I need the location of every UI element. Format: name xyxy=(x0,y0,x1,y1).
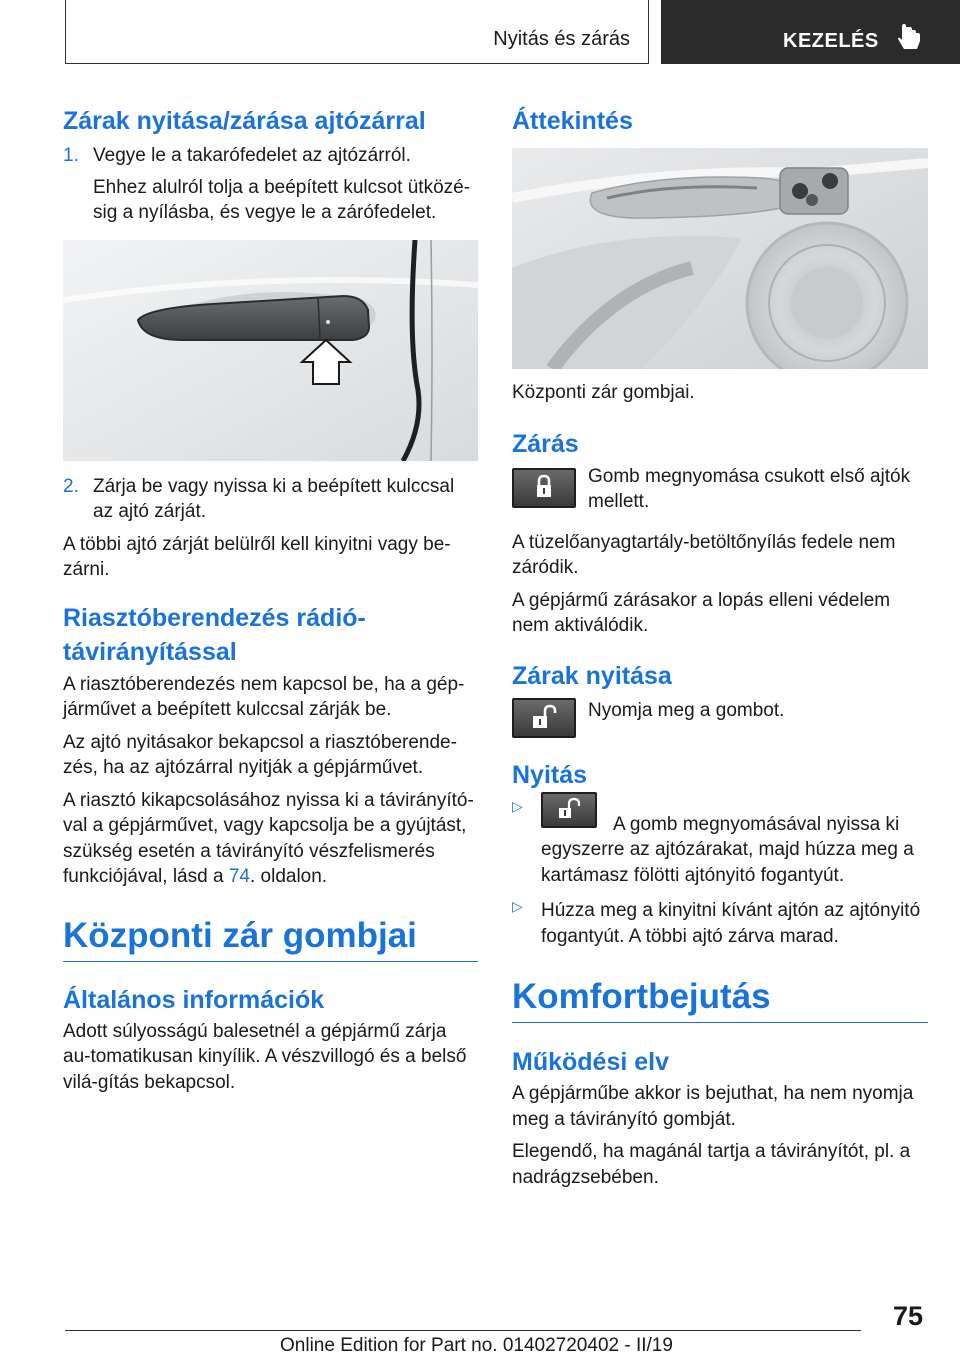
page-number: 75 xyxy=(893,1301,924,1331)
door-handle-image xyxy=(63,240,478,461)
heading-central-lock-buttons: Központi zár gombjai xyxy=(63,915,417,955)
open-bullet-2-text: Húzza meg a kinyitni kívánt ajtón az ajtónyitó fogantyút. A többi ajtó zárva marad. xyxy=(541,900,921,947)
header-chapter-box xyxy=(661,0,960,64)
open-bullet-2 xyxy=(512,898,928,949)
paragraph-principle-2: Elegendő, ha magánál tartja a távirányítót, pl. a nadrágzsebében. xyxy=(512,1141,911,1188)
right-column xyxy=(512,104,928,1190)
bullet-triangle-icon: ▷ xyxy=(512,898,523,914)
heading-rule xyxy=(63,961,478,962)
lock-button-icon xyxy=(512,468,576,508)
step-2-number: 2. xyxy=(63,475,79,497)
heading-general-info: Általános információk xyxy=(63,985,325,1014)
heading-unlock: Zárak nyitása xyxy=(512,661,672,690)
heading-rule xyxy=(512,1022,928,1023)
footer-rule xyxy=(65,1330,861,1331)
lock-row xyxy=(512,464,928,515)
page-reference-link[interactable]: 74 xyxy=(228,866,250,887)
paragraph-antitheft: A gépjármű zárásakor a lopás elleni védelem nem aktiválódik. xyxy=(512,589,891,636)
unlock-button-icon xyxy=(512,698,576,738)
open-bullet-1 xyxy=(512,798,928,889)
door-panel-image xyxy=(512,148,928,369)
unlock-description: Nyomja meg a gombot. xyxy=(588,699,785,721)
step-2-text: Zárja be vagy nyissa ki a beépített kulccsal az ajtó zárját. xyxy=(93,475,455,522)
bullet-triangle-icon: ▷ xyxy=(512,797,523,814)
left-column xyxy=(63,104,478,1095)
lock-description: Gomb megnyomása csukott első ajtók mellett. xyxy=(588,465,911,512)
heading-lock: Zárás xyxy=(512,429,579,458)
pointing-hand-icon xyxy=(897,24,923,52)
unlock-button-icon xyxy=(541,792,597,828)
paragraph-other-doors: A többi ajtó zárját belülről kell kinyitni vagy be-zárni. xyxy=(63,533,451,580)
heading-principle: Működési elv xyxy=(512,1048,669,1076)
unlock-row xyxy=(512,698,928,738)
footer-edition: Online Edition for Part no. 01402720402 - II/19 xyxy=(280,1335,673,1356)
paragraph-principle-1: A gépjárműbe akkor is bejuthat, ha nem nyomja meg a távirányító gombját. xyxy=(512,1083,914,1130)
header-section-title: Nyitás és zárás xyxy=(493,28,630,50)
paragraph-general-info: Adott súlyosságú balesetnél a gépjármű zárja au-tomatikusan kinyílik. A vészvillogó és a belső vilá-gítás bekapcsol. xyxy=(63,1020,467,1093)
paragraph-alarm-1: A riasztóberendezés nem kapcsol be, ha a gép-járművet a beépített kulccsal zárják be. xyxy=(63,673,465,720)
heading-alarm-remote: Riasztóberendezés rádió-távirányítással xyxy=(63,603,366,666)
paragraph-fuel-flap: A tüzelőanyagtartály-betöltőnyílás fedele nem záródik. xyxy=(512,531,896,578)
step-1-detail: Ehhez alulról tolja a beépített kulcsot ütközé-sig a nyílásba, és vegye le a zárófedelet. xyxy=(93,176,471,223)
step-1-number: 1. xyxy=(63,145,79,166)
open-bullet-1-text: A gomb megnyomásával nyissa ki egyszerre az ajtózárakat, majd húzza meg a kartámasz fölötti ajtónyitó fogantyút. xyxy=(541,813,914,886)
header-chapter-title: KEZELÉS xyxy=(783,30,879,52)
step-1 xyxy=(63,143,478,169)
paragraph-alarm-2: Az ajtó nyitásakor bekapcsol a riasztóberende-zés, ha az ajtózárral nyitják a gépjárművet. xyxy=(63,731,457,778)
heading-open: Nyitás xyxy=(512,760,588,789)
heading-overview: Áttekintés xyxy=(512,107,633,135)
image-caption: Központi zár gombjai. xyxy=(512,382,695,403)
heading-comfort-access: Komfortbejutás xyxy=(512,977,771,1016)
paragraph-alarm-3: A riasztó kikapcsolásához nyissa ki a távirányító-val a gépjárművet, vagy kapcsolja be a gyújtást, szükség esetén a távirányító vészfelismerés funkciójával, lásd a 74. oldalon. xyxy=(63,789,474,887)
header-section-box xyxy=(65,0,649,64)
step-1-text: Vegye le a takarófedelet az ajtózárról. xyxy=(93,145,411,166)
heading-lock-with-key: Zárak nyitása/zárása ajtózárral xyxy=(63,107,426,135)
step-2 xyxy=(63,474,478,525)
